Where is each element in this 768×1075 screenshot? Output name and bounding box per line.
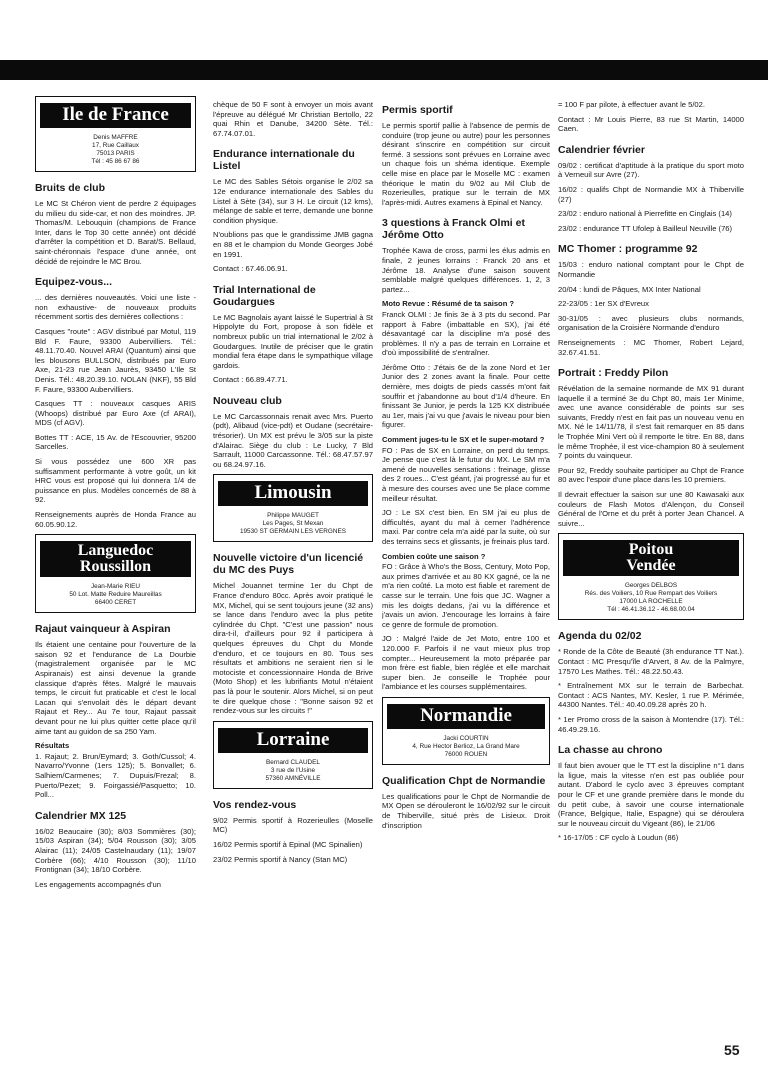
list-item: 09/02 : certificat d'aptitude à la pratique du sport moto à Verneuil sur Avre (27).: [558, 160, 744, 180]
region-address: Jean-Marie RIEU 50 Lot. Matte Reduire Maureillas 66400 CERET: [69, 583, 162, 607]
article-text: Révélation de la semaine normande de MX 91 durant laquelle il a terminé 3e du Chpt 80, mais 1er Minime, avec une avance considérable de points sur ses suivants, Freddy n'est en fait pas un nouveau venu en MX. Né le 14/11/78, il s'est fait remarquer en 85 dans le Trophée Mini Vert où il remporte le titre. En 88, dans le même Trophée, il est vice-champion 80 à seulement 7 points du vainqueur.: [558, 384, 744, 461]
subheading: Résultats: [35, 741, 70, 751]
article-title: Qualification Chpt de Normandie: [382, 774, 546, 787]
article-title: 3 questions à Franck Olmi et Jérôme Otto: [382, 217, 525, 242]
list-item: 23/02 : enduro national à Pierrefitte en Cinglais (14): [558, 209, 732, 219]
top-black-bar: [0, 60, 768, 80]
article-text: Jérôme Otto : J'étais 6e de la zone Nord et 1er Junior des 2 zones avant la finale. Pour cette dernière, mes doigts de pieds cassés m'ont fait souffrir et j'abandonne au bout d'1/4 d'heure. En finissant 3e Junior, je perds la 125 KX distribuée au 1er, mais j'ai vu que j'avais le niveau pour bien figurer.: [382, 362, 550, 430]
list-item: * 16-17/05 : CF cyclo à Loudun (86): [558, 833, 679, 843]
region-title: Poitou Vendée: [563, 540, 739, 576]
article-text: chèque de 50 F sont à envoyer un mois avant l'épreuve au délégué Mr Christian Bertollo, 22 quai Rhin et Danube, 34200 Sète. Tél.: 67.74.07.01.: [213, 100, 373, 138]
article-text: Casques TT : nouveaux casques ARIS (Whoops) distribué par Euro Axe (cf ARAI), MDS (cf AGV).: [35, 399, 196, 428]
region-box-ile-de-france: [35, 96, 196, 172]
article-text: Renseignements auprès de Honda France au 60.05.90.12.: [35, 510, 196, 529]
column-2: [213, 100, 373, 869]
article-text: JO : Malgré l'aide de Jet Moto, entre 100 et 120.000 F. Parfois il ne vaut mieux plus trop compter... Heureusement la moto préparée par mon frère est fiable, bien réglée et elle marchait super bien. Je conseille le Trophée pour l'ambiance et les courses supplémentaires.: [382, 634, 550, 692]
region-box-normandie: [382, 697, 550, 765]
region-title: Lorraine: [218, 728, 368, 753]
list-item: 16/02 Permis sportif à Epinal (MC Spinalien): [213, 839, 363, 849]
region-box-limousin: [213, 474, 373, 542]
article-text: Ils étaient une centaine pour l'ouverture de la saison 92 et l'endurance de La Dourbie (magistralement organisée par le MC Aspiranais) est ainsi devenue la grande classique d'après fêtes. Malgré le mauvais temps, le circuit fut praticable et c'est le local Lacan qui s'envolait dès le départ devant Rajaut et Rey... Au 7e tour, Rajaut passait devant pour ne lui plus quitter cette place qu'il aime tant au guidon de sa 250 Yam.: [35, 640, 196, 736]
column-4: [558, 100, 744, 848]
region-box-poitou-vendee: [558, 533, 744, 620]
article-text: Le MC St Chéron vient de perdre 2 équipages du milieu du side-car, et non des moindres. JP. Thomas/M. Lebouquin (champions de France Inter, dans le Top 30 cette année) ont décidé d'arrêter la compétition et D. Barat/S. Bellaud, saint-chéronnais l'espace d'une année, ont décidé de rejoindre le MC Brou.: [35, 199, 196, 266]
column-1: [35, 96, 196, 894]
region-address: Denis MAFFRE 17, Rue Caillaux 75013 PARIS Tél : 45 86 67 86: [91, 134, 140, 165]
article-text: Contact : Mr Louis Pierre, 83 rue St Martin, 14000 Caen.: [558, 114, 744, 134]
article-title: Endurance internationale du Listel: [213, 148, 355, 173]
region-title: Normandie: [387, 704, 545, 729]
article-title: Calendrier MX 125: [35, 809, 127, 822]
article-text: Renseignements : MC Thomer, Robert Lejard, 32.67.41.51.: [558, 337, 744, 357]
region-address: Bernard CLAUDEL 3 rue de l'Usine 57360 AMNÉVILLE: [265, 758, 321, 782]
list-item: 23/02 : endurance TT Ufolep à Bailleul Neuville (76): [558, 223, 733, 233]
subheading: Moto Revue : Résumé de ta saison ?: [382, 299, 515, 309]
article-text: Les engagements accompagnés d'un: [35, 879, 161, 889]
article-text: = 100 F par pilote, à effectuer avant le 5/02.: [558, 100, 705, 109]
article-title: La chasse au chrono: [558, 744, 663, 757]
article-title: Rajaut vainqueur à Aspiran: [35, 623, 171, 636]
article-title: Equipez-vous...: [35, 276, 113, 289]
article-title: Trial International de Goudargues: [213, 283, 316, 308]
list-item: 20/04 : lundi de Pâques, MX Inter National: [558, 284, 701, 294]
article-title: Vos rendez-vous: [213, 798, 297, 811]
list-item: 9/02 Permis sportif à Rozerieulles (Moselle MC): [213, 815, 373, 835]
article-text: 1. Rajaut; 2. Brun/Eymard; 3. Goth/Cussol; 4. Navarro/Yvonne (1ers 125); 5. Bonvallet; 6. Salhiem/Carmenes; 7. Dupuis/Frezal; 8. Puerto/Pezet; 9. Foirgassié/Pasquetto; 10. Poll...: [35, 751, 196, 800]
article-text: Michel Jouannet termine 1er du Chpt de France d'enduro 80cc. Après avoir pratiqué le MX, Michel, qui se sent toujours jeune (32 ans) se lance dans l'enduro avec la plus petite cylindrée du Chpt. "C'est une passion" nous dira-t-il, d'ailleurs pour 92 il participera à quelques épreuves du Chpt du Monde d'enduro, et ce toujours en 80. Tous ses résultats et ambitions ne seraient rien si le motociste et concessionnaire Honda de Brive (Moto Shop) et les lubrifiants Motul n'étaient pas là pour le soutenir. Alors Michel, si on peut te dire quelque chose : "Bonne saison 92 et rendez-vous sur les circuits !": [213, 581, 373, 716]
list-item: * Entraînement MX sur le terrain de Barbechat. Contact : ACS Nantes, MY. Kesler, 1 rue P. Mérimée, 44300 Nantes. Tél.: 40.40.09.28 après 20 h.: [558, 681, 744, 710]
article-text: FO : Grâce à Who's the Boss, Century, Moto Pop, aux primes d'arrivée et au 80 KX gagné, ce la ne m'a rien coûté. La moto est fiable et rarement de casse sur le terrain. Une fois que JC. Wagner a mis les doigts dedans, j'ai vu la différence et j'avais un avion. J'encourage les lorrains à faire ce genre de formule de promotion.: [382, 562, 550, 629]
region-title: Ile de France: [40, 103, 191, 128]
list-item: 22-23/05 : 1er SX d'Evreux: [558, 299, 649, 309]
article-title: Agenda du 02/02: [558, 630, 642, 643]
list-item: 16/02 : qualifs Chpt de Normandie MX à Thiberville (27): [558, 184, 744, 204]
region-title: Languedoc Roussillon: [40, 541, 191, 577]
list-item: * Ronde de la Côte de Beauté (3h endurance TT Nat.). Contact : MC Presqu'île d'Arvert, 8 Av. de la Palmyre, 17570 Les Mathes. Tél.: 48.22.50.43.: [558, 647, 744, 676]
article-text: Le permis sportif pallie à l'absence de permis de conduire (trop jeune ou autre) pour les personnes désirant s'inscrire en compétition sur circuit fermé. 3 sessions sont prévues en Lorraine avec un chaque fois un shéma identique. Exemple celle mise en place par le Moselle MC : examen théorique le matin du 9/02 au Mil Club de Rozerieulles, pratique sur le terrain de MX l'après-midi. Autres examens à Epinal et Nancy.: [382, 121, 550, 207]
article-text: Casques "route" : AGV distribué par Motul, 119 Bld F. Faure, 93300 Aubervilliers. Tél.: 48.11.70.40. Nouvel ARAI (Quantum) ainsi que les blousons BULLSON, distribués par Euro Axe, 21-23 rue Jean Jaurès, 93450 L'Ile St Denis. Tél.: 48.20.39.10. NOLAN (NKF), 55 Bld F. Faure, 93300 Aubervilliers.: [35, 326, 196, 394]
article-text: Le MC Carcassonnais renait avec Mrs. Puerto (pdt), Alibaud (vice-pdt) et Oudane (secrétaire-trésorier). Un MX est prévu le 3/05 sur la piste d'Alairac. Siège du club : Le Lucky, 7 Bld Sarrault, 11000 Carcassonne. Tél.: 68.47.57.97 ou 68.24.97.16.: [213, 411, 373, 469]
list-item: 30-31/05 : avec plusieurs clubs normands, organisation de la Croisière Normande d'enduro: [558, 313, 744, 333]
region-address: Philippe MAUGET Les Pages, St Mexan 19530 ST GERMAIN LES VERGNES: [239, 512, 347, 536]
region-title: Limousin: [218, 481, 368, 506]
article-title: Nouveau club: [213, 394, 282, 407]
subheading: Combien coûte une saison ?: [382, 551, 486, 561]
list-item: 23/02 Permis sportif à Nancy (Stan MC): [213, 854, 348, 864]
list-item: * 1er Promo cross de la saison à Montendre (17). Tél.: 46.49.29.16.: [558, 714, 744, 734]
article-title: Nouvelle victoire d'un licencié du MC des Puys: [213, 552, 364, 577]
article-text: FO : Pas de SX en Lorraine, on perd du temps. Je pense que c'est là le futur du MX. Le SM m'a amené de nouvelles sensations : freinage, glisse des 2 roues... C'est géant, j'ai progressé au fur et à mesure des courses avec une 5e place comme meilleur résultat.: [382, 445, 550, 503]
article-text: Il devrait effectuer la saison sur une 80 Kawasaki aux couleurs de Flash Motos d'Alençon, du Conseil Général de l'Orne et du prêt à porter Jean Chancel. A suivre...: [558, 490, 744, 528]
list-item: 15/03 : enduro national comptant pour le Chpt de Normandie: [558, 260, 744, 279]
article-text: Pour 92, Freddy souhaite participer au Chpt de France 80 avec l'espoir d'une place dans les 10 premiers.: [558, 465, 744, 485]
article-text: JO : Le SX c'est bien. En SM j'ai eu plus de difficultés, ayant du mal à cerner l'adhérence maxi. Par contre cela m'a aidé par la suite, où sur des terrains secs et glissants, je freinais plus tard.: [382, 508, 550, 546]
column-3: [382, 96, 550, 835]
article-text: Contact : 67.46.06.91.: [213, 264, 288, 274]
article-text: Le MC Bagnolais ayant laissé le Supertrial à St Hippolyte du Fort, propose à son fidèle et nombreux public un trial international le 2/02 à Goudargues. Inutile de préciser que le gratin mondial fera étape dans le sympathique village gardois.: [213, 312, 373, 370]
region-address: Jacki COURTIN 4, Rue Hector Berlioz, La Grand Mare 76000 ROUEN: [412, 734, 520, 758]
article-text: Le MC des Sables Sétois organise le 2/02 sa 12e endurance internationale des Sables du Listel à Sète (34), sur 3 H. Le circuit (12 kms), mélange de sable et terre, demande une bonne condition physique.: [213, 177, 373, 225]
article-title: Bruits de club: [35, 182, 106, 194]
article-text: Si vous possédez une 600 XR pas suffisamment performante à votre goût, un kit HRC vous est proposé qui lui donnera 1/4 de puissance en plus. Modèles concernés de 88 à 92.: [35, 457, 196, 505]
article-text: ... des dernières nouveautés. Voici une liste -non exhaustive- de nouveaux produits récemment sortis des dernières collections :: [35, 293, 196, 322]
article-title: Calendrier février: [558, 143, 645, 156]
region-box-lorraine: [213, 721, 373, 789]
article-text: Franck OLMI : Je finis 3e à 3 pts du second. Par rapport à Fabre (imbattable en SX), j'ai été désavantagé car la discipline m'a posé des problèmes. Il n'y a pas de terrain en Lorraine et d'où impossibilité de s'entraîner.: [382, 309, 550, 358]
article-text: 16/02 Beaucaire (30); 8/03 Sommières (30); 15/03 Aspiran (34); 5/04 Rousson (30); 3/05 Alairac (11); 24/05 Castelnaudary (11); 19/07 Corbère (66); 4/10 Rousson (30); 11/10 Frontignan (34); 18/10 Corbère.: [35, 826, 196, 875]
article-text: Trophée Kawa de cross, parmi les élus admis en finale, 2 jeunes lorrains : Franck 20 ans et Jérôme 18. Analyse d'une saison souvent semblable malgré quelques différences. 1, 2, 3 partez...: [382, 246, 550, 294]
article-title: Permis sportif: [382, 104, 453, 116]
subheading: Comment juges-tu le SX et le super-motard ?: [382, 435, 545, 445]
article-title: Portrait : Freddy Pilon: [558, 367, 669, 380]
page-number: 55: [724, 1042, 740, 1058]
article-text: Bottes TT : ACE, 15 Av. de l'Escouvrier, 95200 Sarcelles.: [35, 432, 196, 452]
article-text: N'oublions pas que le grandissime JMB gagna en 88 et le champion du Monde Georges Jobé en 1991.: [213, 230, 373, 259]
article-text: Il faut bien avouer que le TT est la discipline n°1 dans la ligue, mais la vitesse n'en est pas oubliée pour autant. D'abord le cyclo avec 3 épreuves comptant pour le CF et une grande première dans le monde du du petit cube, à savoir une course internationale (France, Belgique, Italie, Espagne) qui se déroulera sur le nouveau circuit du Vigeant (86), le 21/06: [558, 761, 744, 828]
region-box-languedoc: [35, 534, 196, 613]
article-text: Contact : 66.89.47.71.: [213, 375, 288, 385]
article-text: Les qualifications pour le Chpt de Normandie de MX Open se dérouleront le 16/02/92 sur le circuit de Thiberville, situé près de Lisieux. Droit d'inscription: [382, 791, 550, 830]
article-title: MC Thomer : programme 92: [558, 243, 698, 256]
region-address: Georges DELBOS Rés. des Voiliers, 10 Rue Rempart des Voiliers 17000 LA ROCHELLE Tél : 46.41.36.12 - 46.68.00.04: [584, 582, 718, 614]
